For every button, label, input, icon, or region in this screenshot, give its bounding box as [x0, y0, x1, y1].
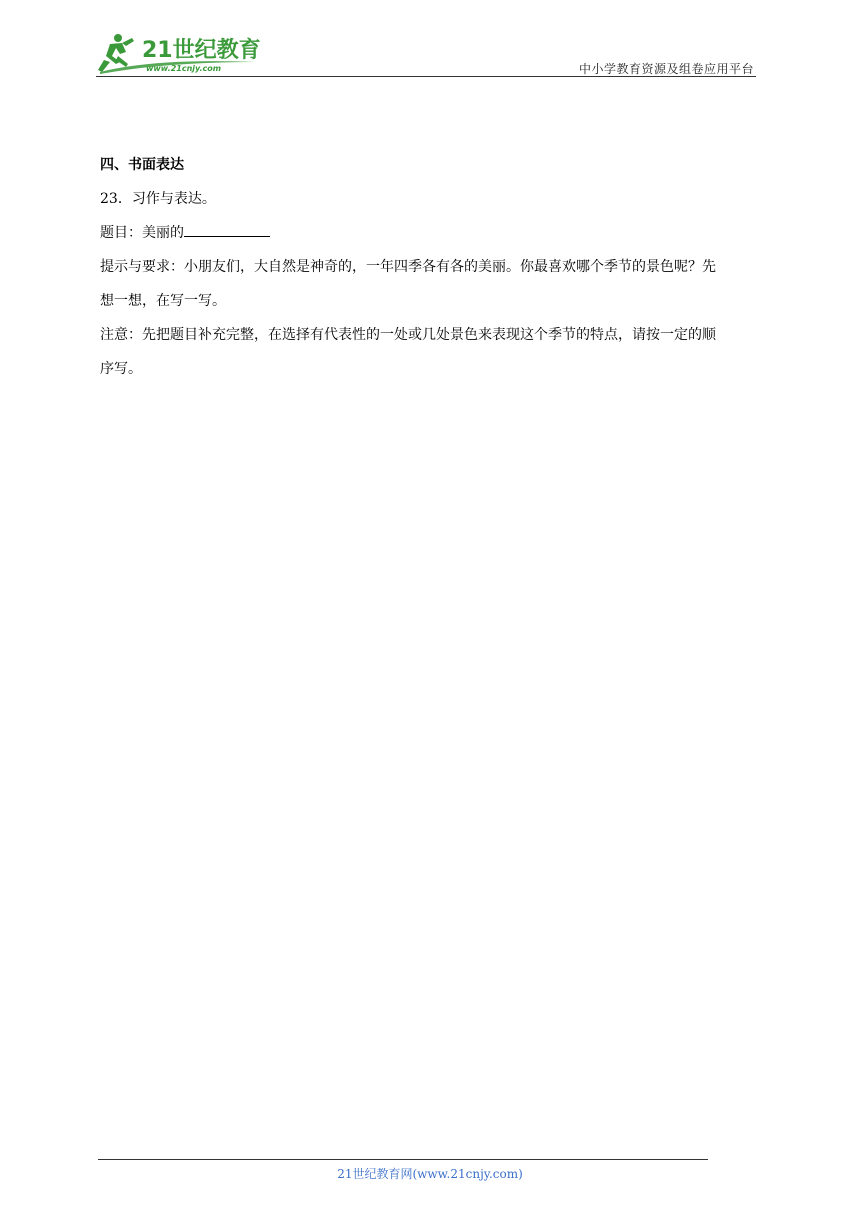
question-number: 23．习作与表达。	[100, 191, 216, 207]
logo-text: 21世纪教育	[142, 38, 261, 63]
platform-label: 中小学教育资源及组卷应用平台	[578, 62, 754, 76]
runner-icon	[98, 34, 134, 72]
header-divider	[96, 76, 756, 77]
page-content	[100, 148, 762, 386]
topic-blank	[184, 218, 270, 237]
note-line-2: 序写。	[100, 361, 142, 377]
page-header	[96, 28, 756, 78]
topic-prefix: 题目：美丽的	[100, 225, 184, 241]
note-line-1: 注意：先把题目补充完整，在选择有代表性的一处或几处景色来表现这个季节的特点，请按一定的顺	[100, 327, 716, 343]
topic-line	[100, 216, 762, 250]
prompt-line-2: 想一想，在写一写。	[100, 293, 226, 309]
logo-url-text: www.21cnjy.com	[146, 64, 222, 73]
footer-link[interactable]: 21世纪教育网(www.21cnjy.com)	[337, 1167, 523, 1181]
prompt-line-1: 提示与要求：小朋友们，大自然是神奇的，一年四季各有各的美丽。你最喜欢哪个季节的景色呢？先	[100, 259, 716, 275]
logo-21cnjy	[96, 32, 266, 76]
section-title: 四、书面表达	[100, 157, 184, 173]
footer-divider	[98, 1159, 708, 1160]
